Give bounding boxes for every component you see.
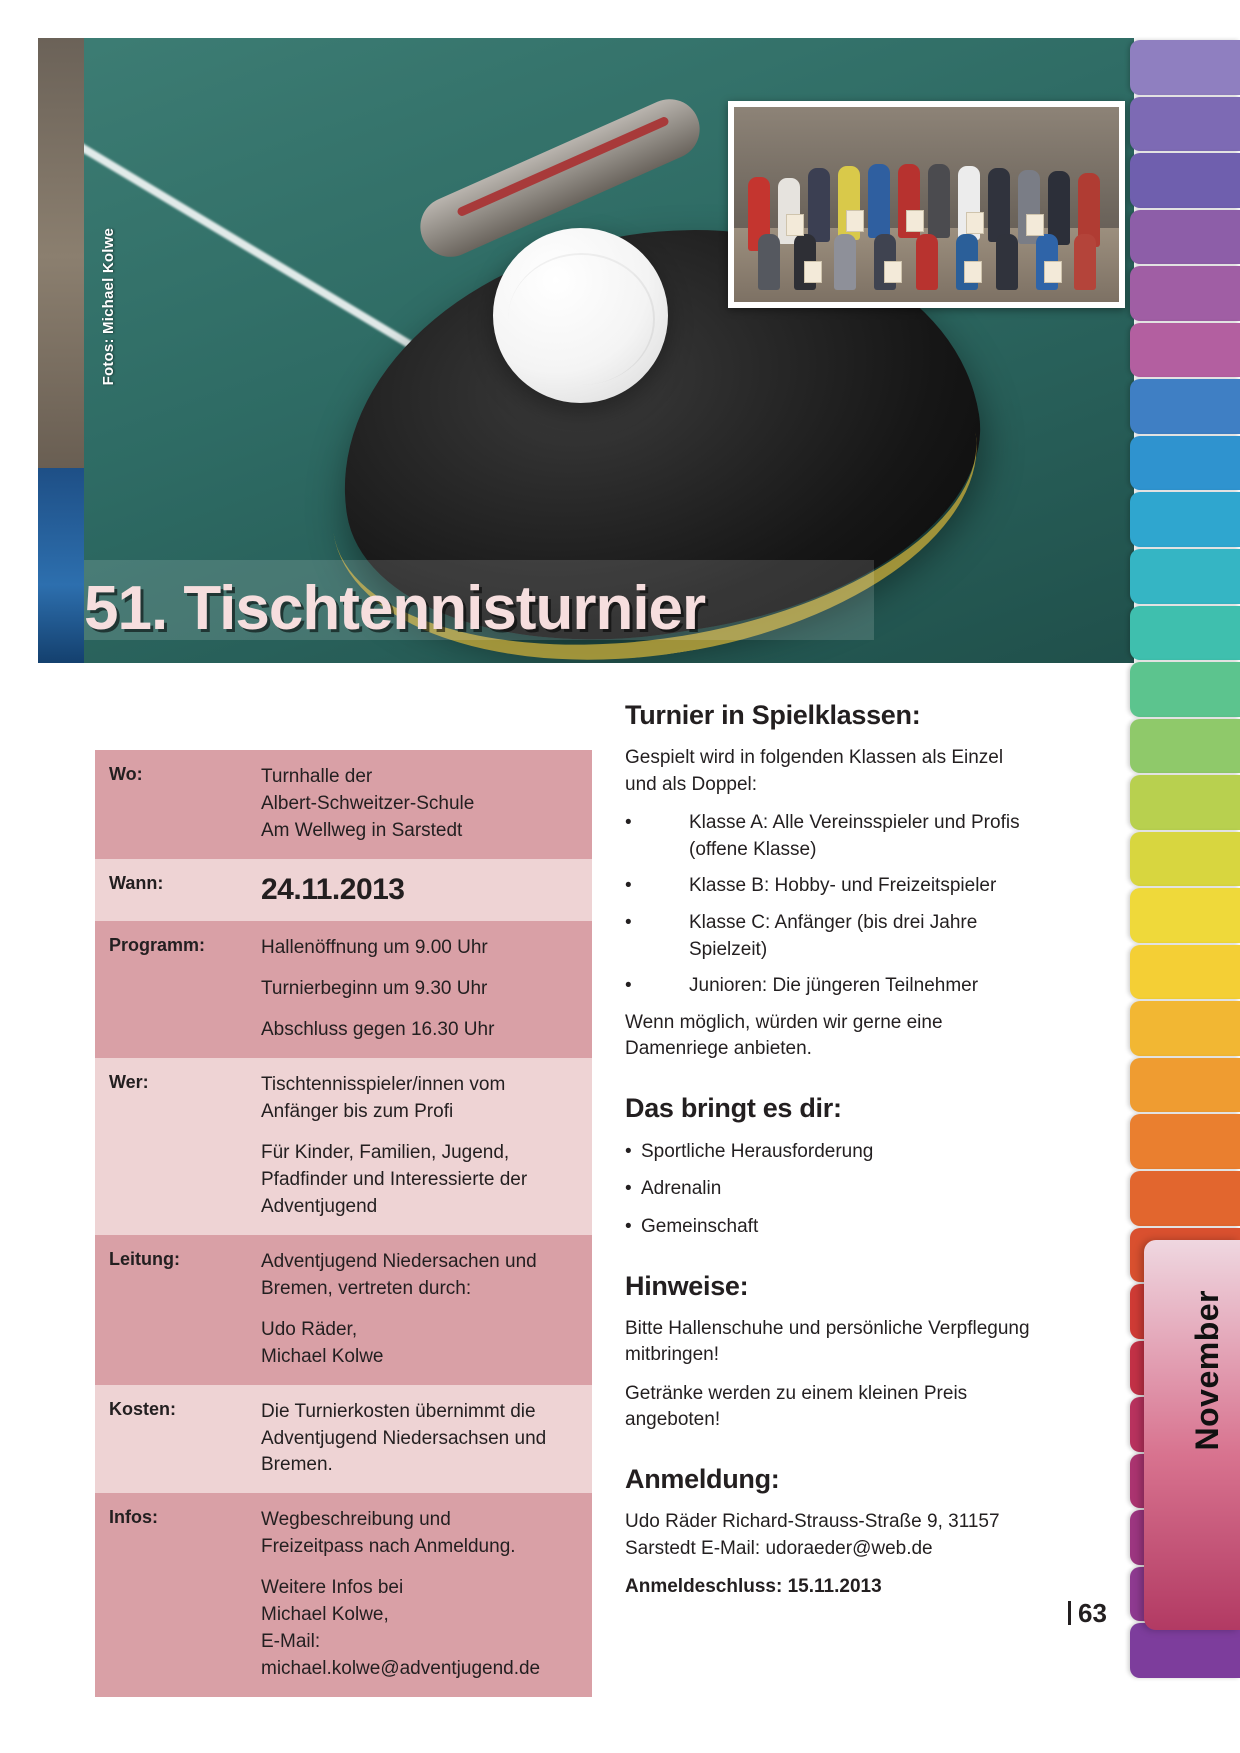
- certificate: [786, 214, 804, 236]
- row-label: Infos:: [95, 1493, 247, 1697]
- color-tab-band: [1130, 153, 1240, 208]
- color-tab-band: [1130, 436, 1240, 491]
- color-tab-band: [1130, 323, 1240, 378]
- certificate: [804, 261, 822, 283]
- list-item: • Adrenalin: [625, 1175, 1037, 1203]
- value-line: Bremen, vertreten durch:: [261, 1277, 472, 1299]
- row-value: [247, 859, 592, 921]
- color-tab-band: [1130, 1171, 1240, 1226]
- group-photo-person: [1074, 234, 1096, 290]
- color-tab-band: [1130, 379, 1240, 434]
- table-row: [95, 1058, 592, 1235]
- group-photo-person: [868, 164, 890, 238]
- contact-address: Richard-Strauss-Straße 9, 31157 Sarstedt: [625, 1510, 1000, 1559]
- table-row: [95, 1385, 592, 1494]
- table-row: [95, 1235, 592, 1385]
- list-item: • Junioren: Die jüngeren Teilnehmer: [625, 973, 1037, 1000]
- event-date: 24.11.2013: [261, 872, 405, 906]
- value-line: Adventjugend Niedersachen und: [261, 1250, 537, 1272]
- certificate: [884, 261, 902, 283]
- row-label: Wer:: [95, 1058, 247, 1235]
- page-number-value: 63: [1078, 1598, 1107, 1628]
- value-line: Wegbeschreibung und: [261, 1509, 451, 1531]
- row-value: [247, 750, 592, 859]
- page-number: [1068, 1598, 1107, 1629]
- value-line: Albert-Schweitzer-Schule: [261, 792, 475, 814]
- value-line: Michael Kolwe: [261, 1345, 384, 1367]
- row-label: Programm:: [95, 921, 247, 1058]
- value-line: Pfadfinder und Interessierte der: [261, 1168, 528, 1190]
- value-line: Adventjugend Niedersachsen und: [261, 1427, 547, 1449]
- value-paragraph: [261, 1072, 580, 1126]
- color-tab-band: [1130, 97, 1240, 152]
- color-tab-band: [1130, 266, 1240, 321]
- table-row: [95, 921, 592, 1058]
- value-paragraph: [261, 1399, 580, 1480]
- value-line: Am Wellweg in Sarstedt: [261, 819, 463, 841]
- page-title: 51. Tischtennisturnier: [84, 574, 706, 643]
- value-line: Anfänger bis zum Profi: [261, 1100, 454, 1122]
- value-line: Michael Kolwe,: [261, 1604, 389, 1626]
- color-tab-band: [1130, 1623, 1240, 1678]
- row-label: Wo:: [95, 750, 247, 859]
- certificate: [846, 210, 864, 232]
- photo-credit: Fotos: Michael Kolwe: [100, 228, 117, 386]
- table-row: [95, 750, 592, 859]
- value-paragraph: Turnierbeginn um 9.30 Uhr: [261, 977, 488, 999]
- certificate: [966, 212, 984, 234]
- registration-heading: Anmeldung:: [625, 1463, 780, 1494]
- registration-contact: [625, 1509, 1037, 1562]
- group-photo-person: [758, 234, 780, 290]
- group-photo-person: [916, 234, 938, 290]
- color-tab-band: [1130, 606, 1240, 661]
- value-paragraph: [261, 1140, 580, 1221]
- classes-intro: Gespielt wird in folgenden Klassen als Einzel und als Doppel:: [625, 747, 1004, 795]
- classes-list: [625, 810, 1037, 1000]
- value-paragraph: [261, 1507, 580, 1561]
- value-line: Bremen.: [261, 1454, 333, 1476]
- color-tab-band: [1130, 662, 1240, 717]
- color-tab-band: [1130, 549, 1240, 604]
- value-line: Udo Räder,: [261, 1318, 358, 1340]
- month-tab-label: November: [1189, 1290, 1225, 1451]
- classes-heading: Turnier in Spielklassen:: [625, 700, 921, 730]
- group-photo-inset: [728, 101, 1125, 308]
- color-tab-band: [1130, 945, 1240, 1000]
- color-tab-band: [1130, 492, 1240, 547]
- group-photo-person: [808, 168, 830, 242]
- table-row: [95, 859, 592, 921]
- event-info-table: [95, 750, 592, 1697]
- row-value: [247, 1058, 592, 1235]
- color-tab-band: [1130, 1001, 1240, 1056]
- certificate: [1026, 214, 1044, 236]
- value-paragraph: [261, 1575, 580, 1683]
- value-paragraph: [261, 1249, 580, 1303]
- table-row: [95, 1493, 592, 1697]
- row-label: Leitung:: [95, 1235, 247, 1385]
- color-tab-band: [1130, 1058, 1240, 1113]
- registration-deadline: Anmeldeschluss: 15.11.2013: [625, 1576, 882, 1598]
- certificate: [964, 261, 982, 283]
- contact-email[interactable]: michael.kolwe@adventjugend.de: [261, 1658, 541, 1680]
- classes-note: Wenn möglich, würden wir gerne eine Damenriege anbieten.: [625, 1011, 943, 1060]
- color-tab-band: [1130, 775, 1240, 830]
- color-tab-band: [1130, 719, 1240, 774]
- benefits-list: [625, 1138, 1037, 1241]
- value-line: Adventjugend: [261, 1195, 378, 1217]
- value-paragraph: Abschluss gegen 16.30 Uhr: [261, 1018, 495, 1040]
- value-line: Für Kinder, Familien, Jugend,: [261, 1141, 510, 1163]
- hint-text: Getränke werden zu einem kleinen Preis angeboten!: [625, 1382, 968, 1431]
- certificate: [1044, 261, 1062, 283]
- certificate: [906, 210, 924, 232]
- color-tab-band: [1130, 888, 1240, 943]
- row-label: Wann:: [95, 859, 247, 921]
- hint-text: Bitte Hallenschuhe und persönliche Verpflegung mitbringen!: [625, 1317, 1030, 1366]
- list-item: • Klasse B: Hobby- und Freizeitspieler: [625, 873, 1037, 900]
- list-item: • Klasse C: Anfänger (bis drei Jahre Spielzeit): [625, 910, 1037, 963]
- ball-seam: [508, 253, 655, 385]
- contact-email[interactable]: E-Mail: udoraeder@web.de: [701, 1537, 933, 1559]
- list-item: • Sportliche Herausforderung: [625, 1138, 1037, 1166]
- value-line: Turnhalle der: [261, 766, 373, 787]
- group-photo-person: [996, 234, 1018, 290]
- page-number-rule: [1068, 1601, 1071, 1625]
- row-value: [247, 1385, 592, 1494]
- value-line: Freizeitpass nach Anmeldung.: [261, 1536, 516, 1558]
- value-paragraph: Hallenöffnung um 9.00 Uhr: [261, 936, 488, 958]
- row-value: [247, 1235, 592, 1385]
- value-line: E-Mail:: [261, 1631, 321, 1653]
- color-tab-band: [1130, 210, 1240, 265]
- value-line: Die Turnierkosten übernimmt die: [261, 1400, 536, 1422]
- color-tab-band: [1130, 832, 1240, 887]
- group-photo-person: [834, 234, 856, 290]
- list-item: • Gemeinschaft: [625, 1213, 1037, 1241]
- row-label: Kosten:: [95, 1385, 247, 1494]
- benefits-heading: Das bringt es dir:: [625, 1092, 842, 1123]
- value-paragraph: [261, 1317, 580, 1371]
- right-column: [625, 700, 1037, 1598]
- row-value: [247, 1493, 592, 1697]
- hints-heading: Hinweise:: [625, 1270, 749, 1301]
- list-item: • Klasse A: Alle Vereinsspieler und Profis (offene Klasse): [625, 810, 1037, 863]
- color-tab-band: [1130, 40, 1240, 95]
- color-tab-band: [1130, 1114, 1240, 1169]
- row-value: [247, 921, 592, 1058]
- photo-left-edge-lower: [38, 468, 84, 663]
- value-line: Weitere Infos bei: [261, 1577, 404, 1599]
- group-photo-person: [988, 168, 1010, 242]
- contact-name: Udo Räder: [625, 1510, 717, 1532]
- value-line: Tischtennisspieler/innen vom: [261, 1073, 506, 1095]
- group-photo-person: [928, 164, 950, 238]
